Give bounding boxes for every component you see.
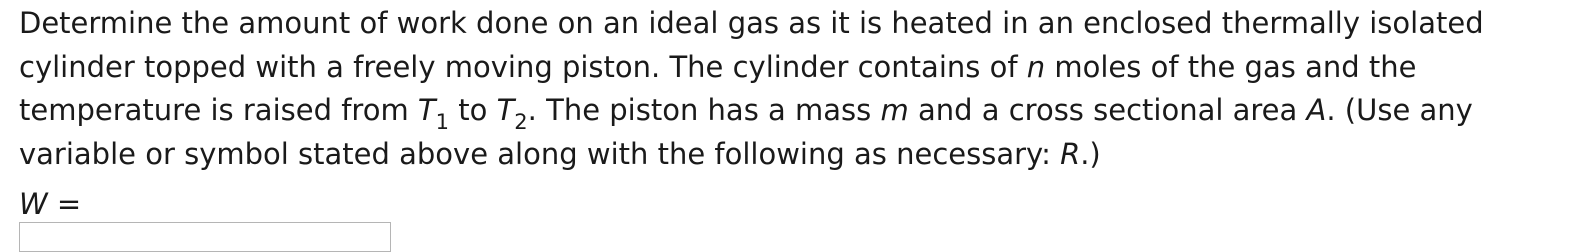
variable-m: m: [880, 93, 909, 127]
question-line-3-after-m: and a cross sectional area: [908, 93, 1307, 127]
question-line-4: [19, 133, 1579, 177]
question-line-1: [19, 2, 1579, 46]
question-line-4-before: variable or symbol stated above along with the following as necessary:: [19, 136, 1061, 171]
question-line-2: [19, 46, 1579, 90]
variable-a: A: [1306, 93, 1327, 127]
question-line-2-after: moles of the gas and the: [1045, 49, 1417, 84]
work-answer-input[interactable]: [19, 222, 391, 252]
subscript-2: 2: [514, 110, 528, 134]
variable-w: W: [19, 187, 48, 221]
question-line-4-end: .): [1080, 136, 1101, 171]
question-line-1-text: Determine the amount of work done on an ideal gas as it is heated in an enclosed thermally isolated: [19, 6, 1484, 40]
question-line-3-after-t2: . The piston has a mass: [527, 93, 881, 127]
variable-n: n: [1026, 49, 1046, 84]
question-line-3-end: . (Use any: [1326, 93, 1473, 127]
question-text: [19, 2, 1579, 176]
variable-r: R: [1060, 136, 1081, 171]
variable-t2: T: [496, 93, 515, 127]
variable-t1: T: [417, 93, 436, 127]
question-line-3-mid: to: [449, 93, 497, 127]
question-line-3: [19, 89, 1579, 133]
equals-sign: =: [47, 187, 82, 221]
subscript-1: 1: [435, 110, 450, 134]
question-line-2-before: cylinder topped with a freely moving piston. The cylinder contains of: [19, 49, 1027, 84]
question-line-3-before: temperature is raised from: [19, 93, 418, 127]
answer-label: [19, 186, 81, 222]
